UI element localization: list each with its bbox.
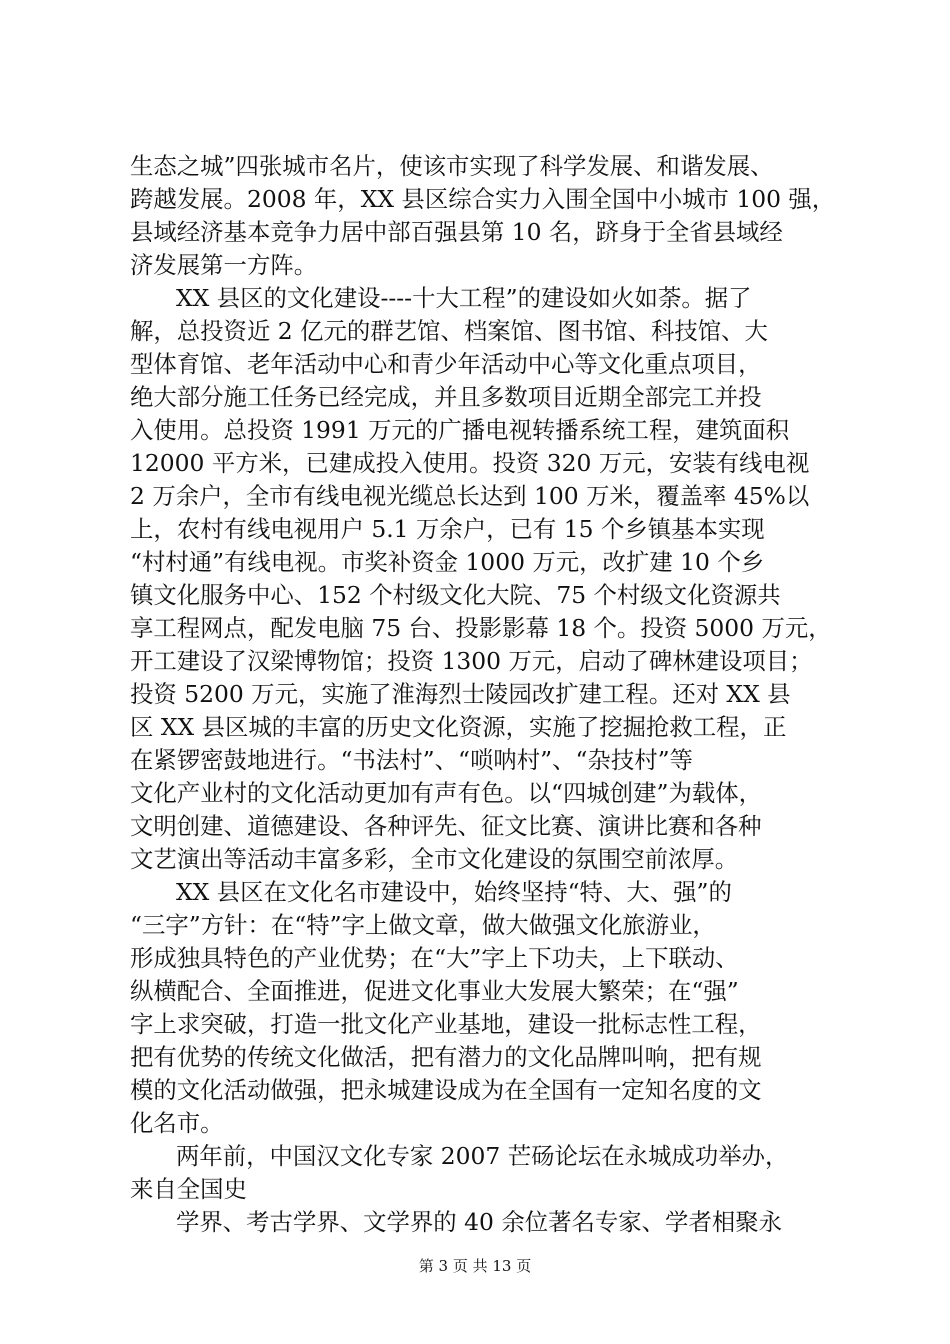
paragraph [130,876,830,1140]
text-line: 解，总投资近 2 亿元的群艺馆、档案馆、图书馆、科技馆、大 [130,317,768,345]
text-line: 12000 平方米，已建成投入使用。投资 320 万元，安装有线电视 [130,449,810,477]
document-body [130,150,836,1239]
text-line: 学界、考古学界、文学界的 40 余位著名专家、学者相聚永 [176,1208,783,1236]
text-line: 投资 5200 万元，实施了淮海烈士陵园改扩建工程。还对 XX 县 [130,680,791,708]
text-line: XX 县区的文化建设----十大工程”的建设如火如荼。据了 [176,284,752,312]
text-line: 文明创建、道德建设、各种评先、征文比赛、演讲比赛和各种 [130,812,762,840]
text-line: 上，农村有线电视用户 5.1 万余户，已有 15 个乡镇基本实现 [130,515,765,543]
text-line: 绝大部分施工任务已经完成，并且多数项目近期全部完工并投 [130,383,762,411]
paragraph [130,150,836,282]
text-line: 型体育馆、老年活动中心和青少年活动中心等文化重点项目， [130,350,762,378]
text-line: 跨越发展。2008 年，XX 县区综合实力入围全国中小城市 100 强， [130,185,836,213]
text-line: 两年前，中国汉文化专家 2007 芒砀论坛在永城成功举办， [176,1142,789,1170]
text-line: 化名市。 [130,1109,224,1137]
text-line: 把有优势的传统文化做活，把有潜力的文化品牌叫响，把有规 [130,1043,762,1071]
text-line: 形成独具特色的产业优势；在“大”字上下功夫，上下联动、 [130,944,739,972]
paragraph [130,1206,830,1239]
text-line: 县域经济基本竞争力居中部百强县第 10 名，跻身于全省县域经 [130,218,783,246]
text-line: 区 XX 县区城的丰富的历史文化资源，实施了挖掘抢救工程，正 [130,713,787,741]
text-line: 生态之城”四张城市名片，使该市实现了科学发展、和谐发展、 [130,152,774,180]
text-line: 字上求突破，打造一批文化产业基地，建设一批标志性工程， [130,1010,762,1038]
text-line: 纵横配合、全面推进，促进文化事业大发展大繁荣；在“强” [130,977,739,1005]
text-line: 文艺演出等活动丰富多彩，全市文化建设的氛围空前浓厚。 [130,845,739,873]
text-line: XX 县区在文化名市建设中，始终坚持“特、大、强”的 [176,878,732,906]
text-line: 2 万余户，全市有线电视光缆总长达到 100 万米，覆盖率 45%以 [130,482,810,510]
text-line: 镇文化服务中心、152 个村级文化大院、75 个村级文化资源共 [130,581,781,609]
text-line: 享工程网点，配发电脑 75 台、投影影幕 18 个。投资 5000 万元， [130,614,832,642]
text-line: 济发展第一方阵。 [130,251,318,279]
text-line: 来自全国史 [130,1175,247,1203]
text-line: “三字”方针：在“特”字上做文章，做大做强文化旅游业， [130,911,716,939]
paragraph [130,1140,830,1206]
text-line: 在紧锣密鼓地进行。“书法村”、“唢呐村”、“杂技村”等 [130,746,693,774]
page-footer [0,1256,950,1276]
text-line: “村村通”有线电视。市奖补资金 1000 万元，改扩建 10 个乡 [130,548,765,576]
text-line: 入使用。总投资 1991 万元的广播电视转播系统工程，建筑面积 [130,416,790,444]
text-line: 开工建设了汉梁博物馆；投资 1300 万元，启动了碑林建设项目； [130,647,813,675]
text-line: 文化产业村的文化活动更加有声有色。以“四城创建”为载体， [130,779,763,807]
paragraph [130,282,830,876]
text-line: 模的文化活动做强，把永城建设成为在全国有一定知名度的文 [130,1076,762,1104]
page-indicator: 第 3 页 共 13 页 [418,1257,532,1275]
